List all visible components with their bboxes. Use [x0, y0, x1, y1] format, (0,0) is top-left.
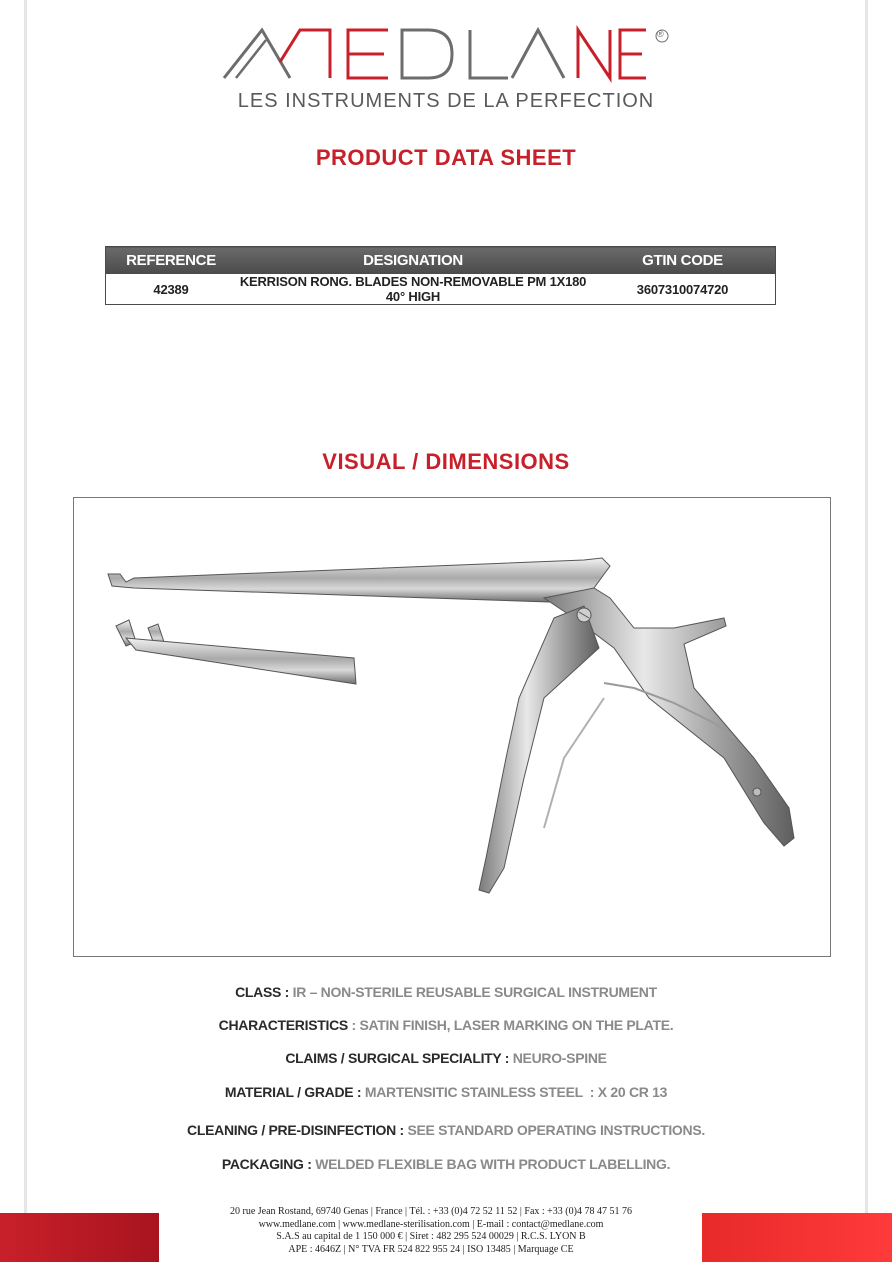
footer-red-bar-right [702, 1213, 892, 1262]
footer-address [160, 1206, 702, 1256]
brand-tagline: LES INSTRUMENTS DE LA PERFECTION [237, 90, 655, 112]
visual-title: VISUAL / DIMENSIONS [322, 449, 570, 474]
spec-label: CHARACTERISTICS [218, 1017, 348, 1033]
left-border-line [24, 0, 27, 1262]
footer-line-web: www.medlane.com | www.medlane-sterilisation.com | E-mail : contact@medlane.com [258, 1218, 604, 1230]
spec-material [0, 1084, 892, 1100]
spec-claims [0, 1050, 892, 1066]
header-gtin: GTIN CODE [590, 247, 776, 275]
spec-label: CLASS : [235, 984, 290, 1000]
spec-class [0, 984, 892, 1000]
spec-label: PACKAGING : [221, 1156, 312, 1172]
spec-label: CLEANING / PRE-DISINFECTION : [187, 1122, 404, 1138]
cell-reference: 42389 [153, 281, 189, 297]
spec-value: MARTENSITIC STAINLESS STEEL : X 20 CR 13 [361, 1084, 668, 1100]
spec-label: MATERIAL / GRADE : [224, 1084, 362, 1100]
spec-cleaning [0, 1122, 892, 1138]
right-border-line [865, 0, 868, 1262]
table-row [106, 274, 776, 305]
cell-designation: KERRISON RONG. BLADES NON-REMOVABLE PM 1X180 40° HIGH [239, 274, 587, 304]
cell-gtin: 3607310074720 [636, 281, 729, 297]
table-header-row [106, 247, 776, 275]
header-designation: DESIGNATION [236, 247, 590, 275]
footer-line-legal: APE : 4646Z | N° TVA FR 524 822 955 24 | ISO 13485 | Marquage CE [288, 1243, 574, 1255]
spec-packaging [0, 1156, 892, 1172]
spec-value: WELDED FLEXIBLE BAG WITH PRODUCT LABELLING. [311, 1156, 671, 1172]
footer-line-address: 20 rue Jean Rostand, 69740 Genas | France | Tél. : +33 (0)4 72 52 11 52 | Fax : +33 (0)4 78 47 51 76 [230, 1206, 632, 1217]
medlane-wordmark-logo [0, 18, 892, 88]
spec-value: NEURO-SPINE [509, 1050, 607, 1066]
product-image-frame [73, 497, 831, 957]
spec-label: CLAIMS / SURGICAL SPECIALITY : [285, 1050, 510, 1066]
registered-mark: ® [657, 29, 664, 39]
footer-red-bar-left [0, 1213, 159, 1262]
footer-line-company: S.A.S au capital de 1 150 000 € | Siret : 482 295 524 00029 | R.C.S. LYON B [276, 1231, 586, 1242]
product-table [105, 246, 776, 305]
spec-value: : SATIN FINISH, LASER MARKING ON THE PLATE. [347, 1017, 674, 1033]
page-title: PRODUCT DATA SHEET [315, 145, 577, 170]
spec-characteristics [0, 1017, 892, 1033]
spec-value: IR – NON-STERILE REUSABLE SURGICAL INSTRUMENT [289, 984, 657, 1000]
spec-value: SEE STANDARD OPERATING INSTRUCTIONS. [403, 1122, 705, 1138]
header-reference: REFERENCE [106, 247, 237, 275]
kerrison-rongeur-image [74, 498, 830, 956]
